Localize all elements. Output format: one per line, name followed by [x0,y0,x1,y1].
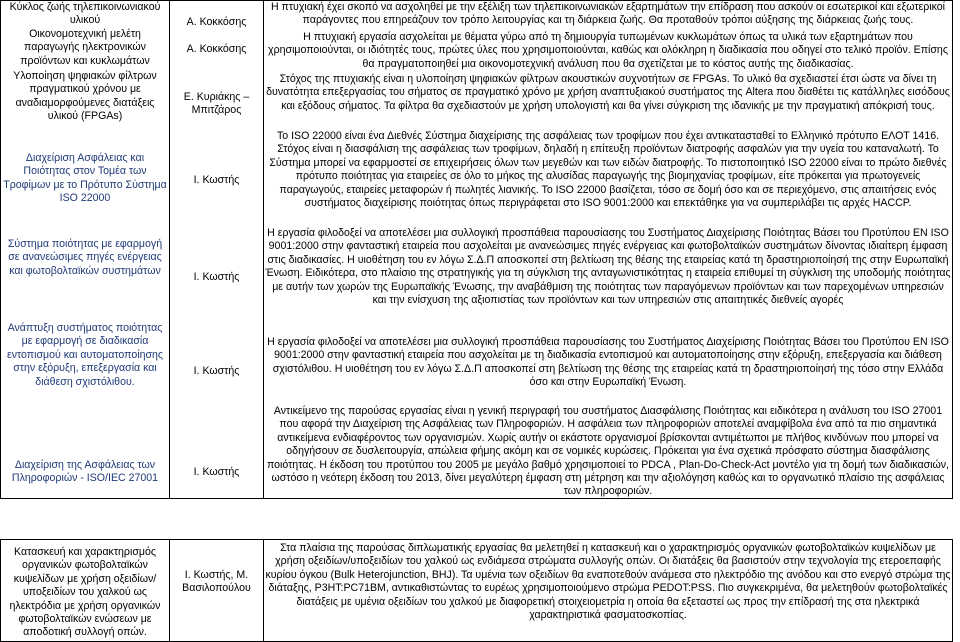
description-cell: Η πτυχιακή έχει σκοπό να ασχοληθεί με την εξέλιξη των τηλεπικοινωνιακών εξαρτημάτων την επίδραση που ασκούν οι εσωτερικοί και εξωτερικοί παράγοντες που επηρεάζουν τον τρόπο λειτουργίας και τη διάρκεια ζωής. Θα προταθούν τρόποι αύξησης της διάρκειας ζωής τους. [270,1,946,27]
topic-cell: Σύστημα ποιότητας με εφαρμογή σε ανανεώσιμες πηγές ενέργειας και φωτοβολταϊκών συστημάτων [7,238,163,277]
topics-column [1,1,170,499]
supervisor-cell: Ι. Κωστής [193,174,240,186]
supervisor-cell: Ε. Κυριάκης – Μπιτζάρος [183,91,250,117]
topic-cell: Διαχείριση της Ασφάλειας των Πληροφοριών - ISO/IEC 27001 [11,459,159,485]
topic-cell: Οικονομοτεχνική μελέτη παραγωγής ηλεκτρονικών προϊόντων και κυκλωμάτων [20,28,150,67]
description-cell: Η εργασία φιλοδοξεί να αποτελέσει μια συλλογική προσπάθεια παρουσίασης του Συστήματος Διαχείρισης Ποιότητας Βάσει του Προτύπου ΕΝ ISO 9001:2000 στην φανταστική εταιρεία που ασχολείται με τη διαδικασία εντοπισμού και αυτοματοποίησης στην εξόρυξη, επεξεργασία και διάθεση σχιστόλιθου. Η υιοθέτηση του εν λόγω Σ.Δ.Π αποσκοπεί στη βελτίωση της θέσης της εταιρείας κατά τη δραστηριοποίησή της τόσο στην Ελλάδα όσο και στην Ευρωπαϊκή Ένωση. [267,336,949,389]
table-row [1,1,953,499]
descriptions-column [264,540,953,642]
supervisors-column [170,1,264,499]
descriptions-column [264,1,953,499]
thesis-table-lower [0,539,953,642]
description-cell: Η εργασία φιλοδοξεί να αποτελέσει μια συλλογική προσπάθεια παρουσίασης του Συστήματος Διαχείρισης Ποιότητας Βάσει του Προτύπου ΕΝ ISO 9001:2000 στην φανταστική εταιρεία που ασχολείται με ανανεώσιμες πηγές ενέργειας και φωτοβολταϊκών συστημάτων δίνοντας ιδιαίτερη έμφαση στις διαδικασίες. Η υιοθέτηση του εν λόγω Σ.Δ.Π αποσκοπεί στη βελτίωση της θέσης της εταιρείας κατά τη δραστηριοποίησή της στην Ευρωπαϊκή Ένωση. Ειδικότερα, στο πλαίσιο της στρατηγικής για τη σύγκλιση της ανταγωνιστικότητας η εταιρεία επιθυμεί τη σύγκλιση της υποδομής ποιότητας με αυτήν των χωρών της Ευρωπαϊκής Ένωσης, την αναβάθμιση της ποιότητας των παραγόμενων προϊόντων και των παρεχομένων υπηρεσιών και την ενίσχυση της αξιοπιστίας των προϊόντων και των υπηρεσιών στις απαιτητικές διεθνείς αγορές [265,227,951,307]
topic-cell: Υλοποίηση ψηφιακών φίλτρων πραγματικού χρόνου με αναδιαμορφούμενες διατάξεις υλικού (FPGAs) [13,70,157,123]
description-cell: Στόχος της πτυχιακής είναι η υλοποίηση ψηφιακών φίλτρων ακουστικών συχνοτήτων σε FPGAs. Το υλικό θα σχεδιαστεί έτσι ώστε να δίνει τη δυνατότητα επεξεργασίας του σήματος σε πραγματικό χρόνο με χρήση αναπτυξιακού συστήματος της Altera που διαθέτει τις κατάλληλες εισόδους και εξόδους σήματος. Τα φίλτρα θα σχεδιαστούν με χρήση υπολογιστή και θα γίνει σύγκριση της ιδανικής με την πραγματική απόκρισή τους. [266,73,950,112]
supervisors-column [170,540,264,642]
topic-cell: Ανάπτυξη συστήματος ποιότητας με εφαρμογή σε διαδικασία εντοπισμού και αυτοματοποίησης στην εξόρυξη, επεξεργασία και διάθεση σχιστόλιθου. [7,322,163,388]
supervisor-cell: Ι. Κωστής [193,271,240,283]
supervisor-cell: Ι. Κωστής, Μ. Βασιλοπούλου [182,569,251,595]
supervisor-cell: Α. Κοκκόσης [186,16,247,28]
topic-cell: Κύκλος ζωής τηλεπικοινωνιακού υλικού [9,1,161,27]
topic-cell: Κατασκευή και χαρακτηρισμός οργανικών φωτοβολταϊκών κυψελίδων με χρήση οξειδίων/υποξειδίων του χαλκού ως ηλεκτρόδια με χρήση οργανικών φωτοβολταϊκών ενώσεων με αποδοτική συλλογή οπών. [9,546,161,639]
description-cell: Η πτυχιακή εργασία ασχολείται με θέματα γύρω από τη δημιουργία τυπωμένων κυκλωμάτων όπως τα υλικά των εξαρτημάτων που χρησιμοποιούνται, οι ιδιότητές τους, πρώτες ύλες που χρησιμοποιούνται, καθώς και ολόκληρη η διαδικασία που οδηγεί στο τελικό προϊόν. Επίσης θα πραγματοποιηθεί μια οικονομοτεχνική ανάλυση που θα σχετίζεται με το κόστος αυτής της διαδικασίας. [268,31,948,70]
supervisor-cell: Α. Κοκκόσης [186,43,247,55]
table-row [1,540,953,642]
topic-cell: Διαχείριση Ασφάλειας και Ποιότητας στον Τομέα των Τροφίμων με το Πρότυπο Σύστημα ISO 22000 [3,152,167,205]
topics-column [1,540,170,642]
description-cell: Το ISO 22000 είναι ένα Διεθνές Σύστημα διαχείρισης της ασφάλειας των τροφίμων που έχει αντικατασταθεί το Ελληνικό πρότυπο ΕΛΟΤ 1416. Στόχος είναι η διασφάλιση της ασφάλειας των τροφίμων, δηλαδή η επίτευξη προϊόντων διατροφής ασφαλών για την υγεία του καταναλωτή. Το Σύστημα μπορεί να εφαρμοστεί σε επιχειρήσεις όλων των μεγεθών και των ειδών διατροφής. Το πιστοποιητικό ISO 22000 είναι το πρώτο διεθνές πρότυπο ποιότητας για εταιρείες σε όλο το μήκος της αλυσίδας παραγωγής της βιομηχανίας τροφίμων, είτε πρόκειται για πρωτογενείς παραγωγούς, εταιρείες μεταφορών ή πωλητές λιανικής. Το ISO 22000 βασίζεται, τόσο σε δομή όσο και σε περιεχόμενο, στις απαιτήσεις ενός συστήματος διαχείρισης ποιότητας όπως περιγράφεται στο ISO 9001:2000 και επεκτάθηκε για να συμπεριλάβει τις αρχές HACCP. [269,130,947,210]
supervisor-cell: Ι. Κωστής [193,466,240,478]
description-cell: Αντικείμενο της παρούσας εργασίας είναι η γενική περιγραφή του συστήματος Διασφάλισης Ποιότητας και ειδικότερα η ανάλυση του ISO 27001 που αφορά την Διαχείριση της Ασφάλειας των Πληροφοριών. Η ασφάλεια των πληροφοριών αποτελεί αναμφίβολα ένα από τα πιο σημαντικά αντικείμενα ενδιαφέροντος των οργανισμών. Χωρίς αυτήν οι εκάστοτε οργανισμοί βρίσκονται αντιμέτωποι με πλήθος κινδύνων που μπορεί να οδηγήσουν σε δυσλειτουργία, απώλεια φήμης ακόμη και σε νομικές κυρώσεις. Πρόκειται για ένα σχετικά πρόσφατο σύστημα διασφάλισης ποιότητας. Η έκδοση του προτύπου του 2005 με μεγάλο βαθμό χρησιμοποιεί το PDCA , Plan-Do-Check-Act μοντέλο για τη δομή των διαδικασιών, ωστόσο η νεότερη έκδοση του 2013, δίνει μεγαλύτερη έμφαση στη μέτρηση και την αξιολόγηση καθώς και το οργανωτικό πλαίσιο της ασφάλειας των πληροφοριών. [266,405,950,498]
supervisor-cell: Ι. Κωστής [193,365,240,377]
description-cell: Στα πλαίσια της παρούσας διπλωματικής εργασίας θα μελετηθεί η κατασκευή και ο χαρακτηρισμός οργανικών φωτοβολταϊκών κυψελίδων με χρήση οξειδίων/υποξειδίων του χαλκού ως ενδιάμεσα στρώματα συλλογής οπών. Οι διατάξεις θα βασιστούν στην τεχνολογία της ετεροεπαφής κυρίου όγκου (Bulk Heterojunction, BHJ). Τα υμένια των οξειδίων θα εναποτεθούν ανάμεσα στο ηλεκτρόδιο της ανόδου και στο ενεργό στρώμα της διάταξης, P3HT:PC71BM, αντικαθιστώντας το ευρέως χρησιμοποιούμενο στρώμα PEDOT:PSS. Πιο συγκεκριμένα, θα μελετηθούν φωτοβολταϊκές διατάξεις με υμένια οξειδίων του χαλκού με διαφορετική στοιχειομετρία η οποία θα εξεταστεί ως προς την επίδρασή της στα ηλεκτρικά χαρακτηριστικά φασματοσκοπίας. [265,542,951,622]
